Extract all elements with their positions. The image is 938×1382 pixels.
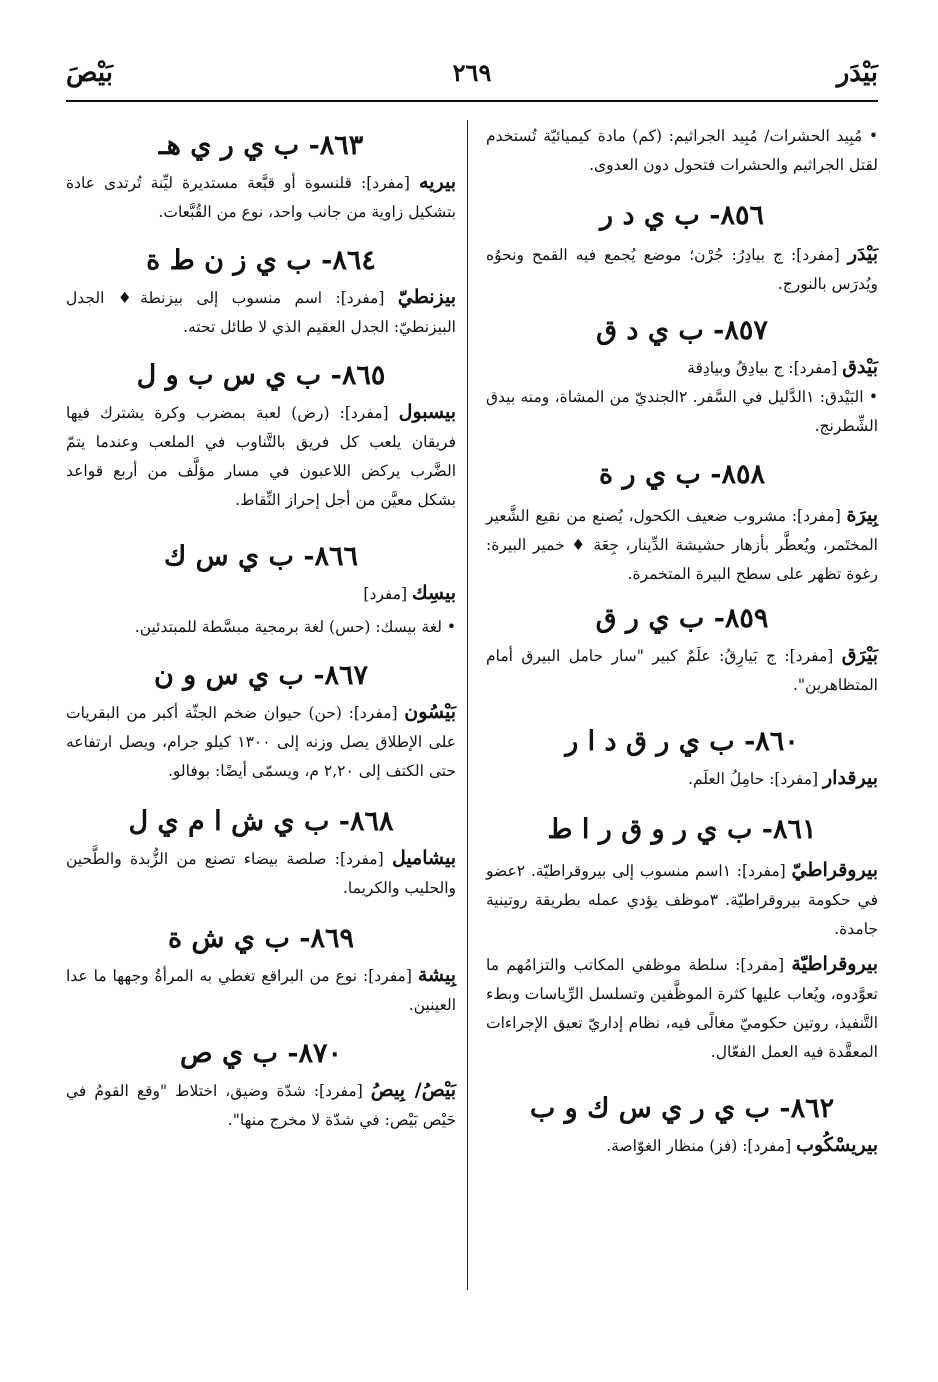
entry bbox=[486, 240, 878, 299]
entry bbox=[486, 1131, 878, 1161]
headword: بِيرَة bbox=[846, 504, 878, 526]
entry-definition: [مفرد]: ١اسم منسوب إلى بيروقراطيّة. ٢عضو في حكومة بيروقراطيّة. ٣موظف يؤدي عمله بطريقة روتينية جامدة. bbox=[486, 862, 878, 938]
entry bbox=[486, 764, 878, 794]
entry-definition: [مفرد]: قلنسوة أو قبَّعة مستديرة ليِّنة تُرتدى عادة بتشكيل زاوية من جانب واحد، نوع من القُبَّعات. bbox=[66, 174, 456, 221]
entry-definition: [مفرد]: صلصة بيضاء تصنع من الزُّبدة والطَّحين والحليب والكريما. bbox=[66, 850, 456, 897]
entry-definition: [مفرد]: ج بيادِرُ: جُرْن؛ موضع يُجمع فيه القمح ونحوُه ويُدرَس بالنورج. bbox=[486, 246, 878, 293]
entry-definition: [مفرد]: ج بيادِقُ وبيادِقة bbox=[687, 359, 843, 377]
headword: بَيْسُون bbox=[404, 701, 456, 723]
entry-definition: [مفرد]: (فز) منظار الغوّاصة. bbox=[606, 1137, 797, 1155]
headword: بيزنطيّ bbox=[397, 286, 456, 308]
entry bbox=[66, 844, 456, 903]
entry-heading: ٨٥٧- ب ي د ق bbox=[596, 315, 768, 346]
entry-definition: [مفرد]: مشروب ضعيف الكحول، يُصنع من نقيع الشَّعير المختَمر، ويُعطَّر بأزهار حشيشة الدِّينار، جِعَة ♦ خمير البيرة: رغوة تظهر على سطح البيرة المتخمرة. bbox=[486, 507, 878, 583]
entry-heading: ٨٥٨- ب ي ر ة bbox=[598, 459, 766, 490]
headword: بيسِك bbox=[412, 582, 456, 604]
headword: بيرقدار bbox=[822, 767, 878, 789]
entry bbox=[66, 579, 456, 609]
header-first-word: بَيْدَر bbox=[836, 58, 878, 88]
entry-heading: ٨٦٦- ب ي س ك bbox=[163, 541, 359, 572]
entry-heading: ٨٦١- ب ي ر و ق ر ا ط bbox=[547, 814, 817, 845]
entry-definition: [مفرد]: (حن) حيوان ضخم الجثّة أكبر من البقريات على الإطلاق يصل وزنه إلى ١٣٠٠ كيلو جرام، ويصل ارتفاعه حتى الكتف إلى ٢,٢٠ م، ويسمّى أيضًا: بوفالو. bbox=[66, 704, 456, 780]
entry bbox=[66, 398, 456, 515]
page-number: ٢٦٩ bbox=[452, 58, 492, 87]
entry bbox=[66, 283, 456, 342]
entry-definition: [مفرد]: حامِلُ العلَم. bbox=[688, 770, 823, 788]
headword: بَيْدَر bbox=[847, 243, 878, 265]
headword: بَيْرَق bbox=[841, 644, 878, 666]
entry-definition: [مفرد]: نوع من البراقع تغطي به المرأةُ وجهها ما عدا العينين. bbox=[66, 967, 456, 1014]
entry bbox=[486, 353, 878, 383]
headword: بَيْصُ/ بِيصُ bbox=[370, 1079, 457, 1101]
right-column bbox=[486, 122, 878, 1161]
entry-heading: ٨٦٥- ب ي س ب و ل bbox=[136, 360, 386, 391]
entry bbox=[486, 641, 878, 700]
entry-heading: ٨٦٤- ب ي ز ن ط ة bbox=[146, 245, 376, 276]
entry bbox=[486, 856, 878, 944]
entry-heading: ٨٦٧- ب ي س و ن bbox=[153, 660, 369, 691]
entry-heading: ٨٦٨- ب ي ش ا م ي ل bbox=[128, 806, 394, 837]
entry-note: • البَيْدق: ١الدَّليل في السَّفر. ٢الجنديّ من المشاة، ومنه بيدق الشِّطرنج. bbox=[486, 388, 879, 435]
page-header bbox=[66, 58, 878, 98]
header-rule bbox=[66, 100, 878, 102]
entry-definition: [مفرد]: سلطة موظفي المكاتب والتزامُهم ما تعوَّدوه، ويُعاب عليها كثرة الموظَّفين وتسلسل الرِّياسات وبطء التَّنفيذ، روتين حكوميّ مغالًى فيه، نظام إداريّ تعيق الإجراءات المعقَّدة فيه العمل الفعّال. bbox=[486, 956, 878, 1061]
entry bbox=[66, 1076, 456, 1135]
entry-heading: ٨٥٩- ب ي ر ق bbox=[595, 603, 769, 634]
entry-heading: ٨٦٢- ب ي ر ي س ك و ب bbox=[529, 1093, 835, 1124]
entry-note: • لغة بيسك: (حس) لغة برمجية مبسَّطة للمبتدئين. bbox=[134, 618, 456, 636]
headword: بيريه bbox=[419, 171, 456, 193]
entry-heading: ٨٦٠- ب ي ر ق د ا ر bbox=[565, 726, 799, 757]
headword: بيروقراطيّة bbox=[791, 953, 878, 975]
entry-definition: [مفرد] bbox=[363, 585, 413, 603]
entry-definition: [مفرد]: شدّة وضيق، اختلاط "وقع القومُ في حَيْص بَيْص: في شدّة لا مخرج منها". bbox=[66, 1082, 456, 1129]
column-divider bbox=[467, 120, 468, 1290]
headword: بيشاميل bbox=[391, 847, 456, 869]
entry bbox=[486, 950, 878, 1067]
entry-definition: [مفرد]: ج بَيارِقُ: علَمٌ كبير "سار حامل البيرق أمام المتظاهرين". bbox=[486, 647, 878, 694]
headword: بيسبول bbox=[398, 401, 456, 423]
entry-heading: ٨٧٠- ب ي ص bbox=[179, 1038, 343, 1069]
entry bbox=[66, 698, 456, 786]
left-column bbox=[66, 122, 456, 1135]
entry-heading: ٨٦٣- ب ي ر ي هـ bbox=[158, 130, 364, 161]
entry-heading: ٨٦٩- ب ي ش ة bbox=[168, 923, 354, 954]
entry bbox=[66, 961, 456, 1020]
headword: بَيْدق bbox=[842, 356, 878, 378]
headword: بيروقراطيّ bbox=[791, 859, 878, 881]
entry-definition: [مفرد]: اسم منسوب إلى بيزنطة♦ الجدل البيزنطيّ: الجدل العقيم الذي لا طائل تحته. bbox=[66, 289, 456, 336]
entry-definition: [مفرد]: (رض) لعبة بمضرب وكرة يشترك فيها فريقان يلعب كل فريق بالتَّناوب في الملعب وعندما يتمّ الضَّرب يركض اللاعبون في مسار مؤلَّف من أربع قواعد بشكل معيَّن من أجل إحراز النِّقاط. bbox=[66, 404, 456, 509]
entry-heading: ٨٥٦- ب ي د ر bbox=[600, 200, 764, 231]
headword: بِيشة bbox=[417, 964, 456, 986]
entry bbox=[486, 501, 878, 589]
headword: بيريسْكُوب bbox=[796, 1134, 878, 1156]
header-last-word: بَيْصَ bbox=[66, 58, 113, 88]
entry-text: • مُبِيد الحشرات/ مُبِيد الجراثيم: (كم) مادة كيميائيّة تُستخدم لقتل الجراثيم والحشرات فتحول دون العدوى. bbox=[486, 127, 878, 174]
entry bbox=[66, 168, 456, 227]
